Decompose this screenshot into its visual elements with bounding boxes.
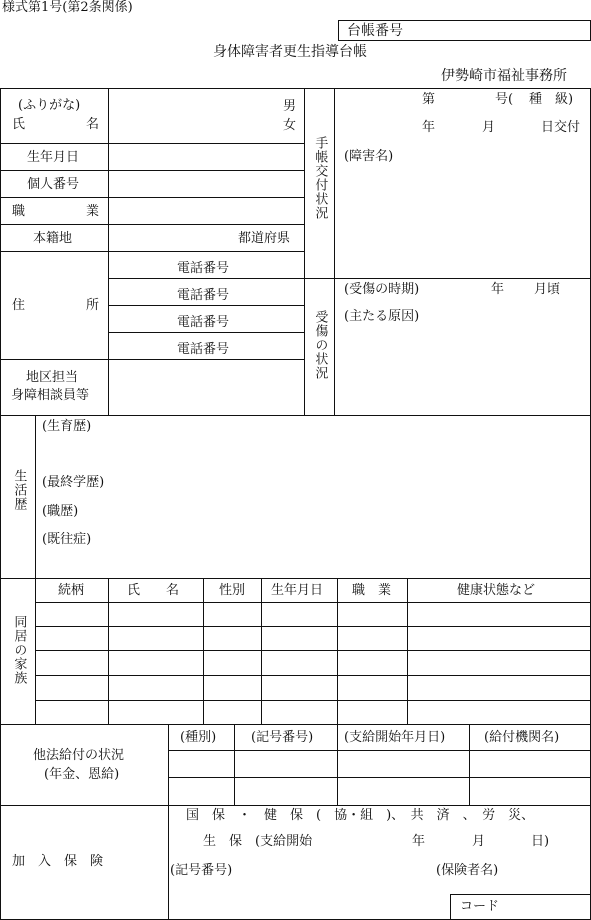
- family-text: 同居の家族: [11, 615, 27, 685]
- district-officer-label-first: 地区担当: [26, 370, 79, 385]
- occupation-label-first: 職: [12, 204, 26, 219]
- injury-status-vertical-label: [312, 310, 326, 380]
- form-number: 様式第1号(第2条関係): [2, 0, 133, 15]
- family-col-occupation: 職 業: [352, 583, 392, 598]
- handbook-number-suffix: 号(: [495, 92, 514, 107]
- other-benefits-table-body[interactable]: [169, 751, 590, 805]
- life-insurance-year: 年: [412, 834, 426, 849]
- prefecture-suffix: 都道府県: [238, 231, 291, 246]
- family-col-health: 健康状態など: [457, 583, 536, 598]
- sex-female-option[interactable]: 女: [283, 118, 297, 133]
- injury-year: 年: [491, 282, 505, 297]
- benefit-col-symbol-number: (記号番号): [251, 730, 314, 745]
- injury-time-label: (受傷の時期): [344, 282, 420, 297]
- personal-number-field[interactable]: [109, 171, 304, 197]
- family-col-birthdate: 生年月日: [271, 583, 324, 598]
- other-benefits-label-first: 他法給付の状況: [33, 748, 125, 763]
- handbook-issue-month: 月: [482, 120, 496, 135]
- benefit-col-type: (種別): [180, 730, 217, 745]
- address-label-second: 所: [86, 298, 100, 313]
- insurance-symbol-number-label: (記号番号): [170, 863, 233, 878]
- domicile-label: 本籍地: [33, 231, 73, 246]
- sex-male-option[interactable]: 男: [283, 99, 297, 114]
- upbringing-label: (生育歴): [42, 419, 92, 434]
- life-insurance-start[interactable]: 生 保 (支給開始: [203, 834, 313, 849]
- district-officer-field[interactable]: [109, 360, 304, 415]
- handbook-number-prefix: 第: [422, 92, 436, 107]
- insurance-label: 加 入 保 険: [12, 854, 104, 869]
- name-label-first: 氏: [12, 117, 26, 132]
- phone-label: 電話番号: [177, 288, 230, 303]
- office-name: 伊勢崎市福祉事務所: [441, 68, 567, 84]
- page-title: 身体障害者更生指導台帳: [213, 44, 367, 60]
- furigana-label: (ふりがな): [18, 98, 81, 113]
- birthdate-label: 生年月日: [27, 150, 80, 165]
- address-label-first: 住: [12, 298, 26, 313]
- phone-label: 電話番号: [177, 342, 230, 357]
- family-col-name: 氏 名: [127, 583, 180, 598]
- life-history-field[interactable]: [36, 416, 590, 578]
- injury-cause-field[interactable]: [335, 328, 590, 415]
- handbook-issue-year: 年: [422, 120, 436, 135]
- handbook-status-text: 手帳交付状況: [312, 136, 328, 220]
- injury-status-text: 受傷の状況: [312, 310, 328, 380]
- occupation-label-second: 業: [86, 204, 100, 219]
- disability-name-label: (障害名): [344, 149, 394, 164]
- district-officer-label-second: 身障相談員等: [11, 388, 90, 403]
- insurer-name-label: (保険者名): [436, 863, 499, 878]
- benefit-col-start-date: (支給開始年月日): [344, 730, 446, 745]
- name-field[interactable]: [109, 89, 279, 143]
- family-vertical-label: [11, 615, 25, 685]
- code-field[interactable]: [451, 895, 590, 919]
- handbook-status-vertical-label: [312, 136, 326, 220]
- personal-number-label: 個人番号: [27, 177, 80, 192]
- other-benefits-label-second: (年金、恩給): [44, 767, 120, 782]
- code-label: コード: [460, 899, 500, 914]
- birthdate-field[interactable]: [109, 144, 304, 170]
- family-col-relation: 続柄: [58, 583, 85, 598]
- phone-label: 電話番号: [177, 261, 230, 276]
- handbook-grade-label: 種 級): [529, 92, 574, 107]
- education-label: (最終学歴): [42, 475, 105, 490]
- life-history-vertical-label: [11, 469, 25, 511]
- phone-label: 電話番号: [177, 315, 230, 330]
- register-number-label: 台帳番号: [347, 23, 403, 39]
- benefit-col-agency: (給付機関名): [484, 730, 560, 745]
- work-history-label: (職歴): [42, 504, 79, 519]
- family-table-body[interactable]: [36, 603, 590, 724]
- medical-history-label: (既往症): [42, 532, 92, 547]
- insurance-types-line[interactable]: 国 保 ・ 健 保 ( 協・組 )、 共 済 、 労 災、: [186, 808, 535, 823]
- life-insurance-month: 月: [472, 834, 486, 849]
- name-label-second: 名: [86, 117, 100, 132]
- life-history-text: 生活歴: [11, 469, 27, 511]
- handbook-issue-day: 日交付: [541, 120, 581, 135]
- life-insurance-day: 日): [531, 834, 550, 849]
- family-col-sex: 性別: [219, 583, 246, 598]
- injury-cause-label: (主たる原因): [344, 309, 420, 324]
- disability-name-field[interactable]: [335, 168, 590, 278]
- injury-month: 月頃: [534, 282, 561, 297]
- occupation-field[interactable]: [109, 198, 304, 224]
